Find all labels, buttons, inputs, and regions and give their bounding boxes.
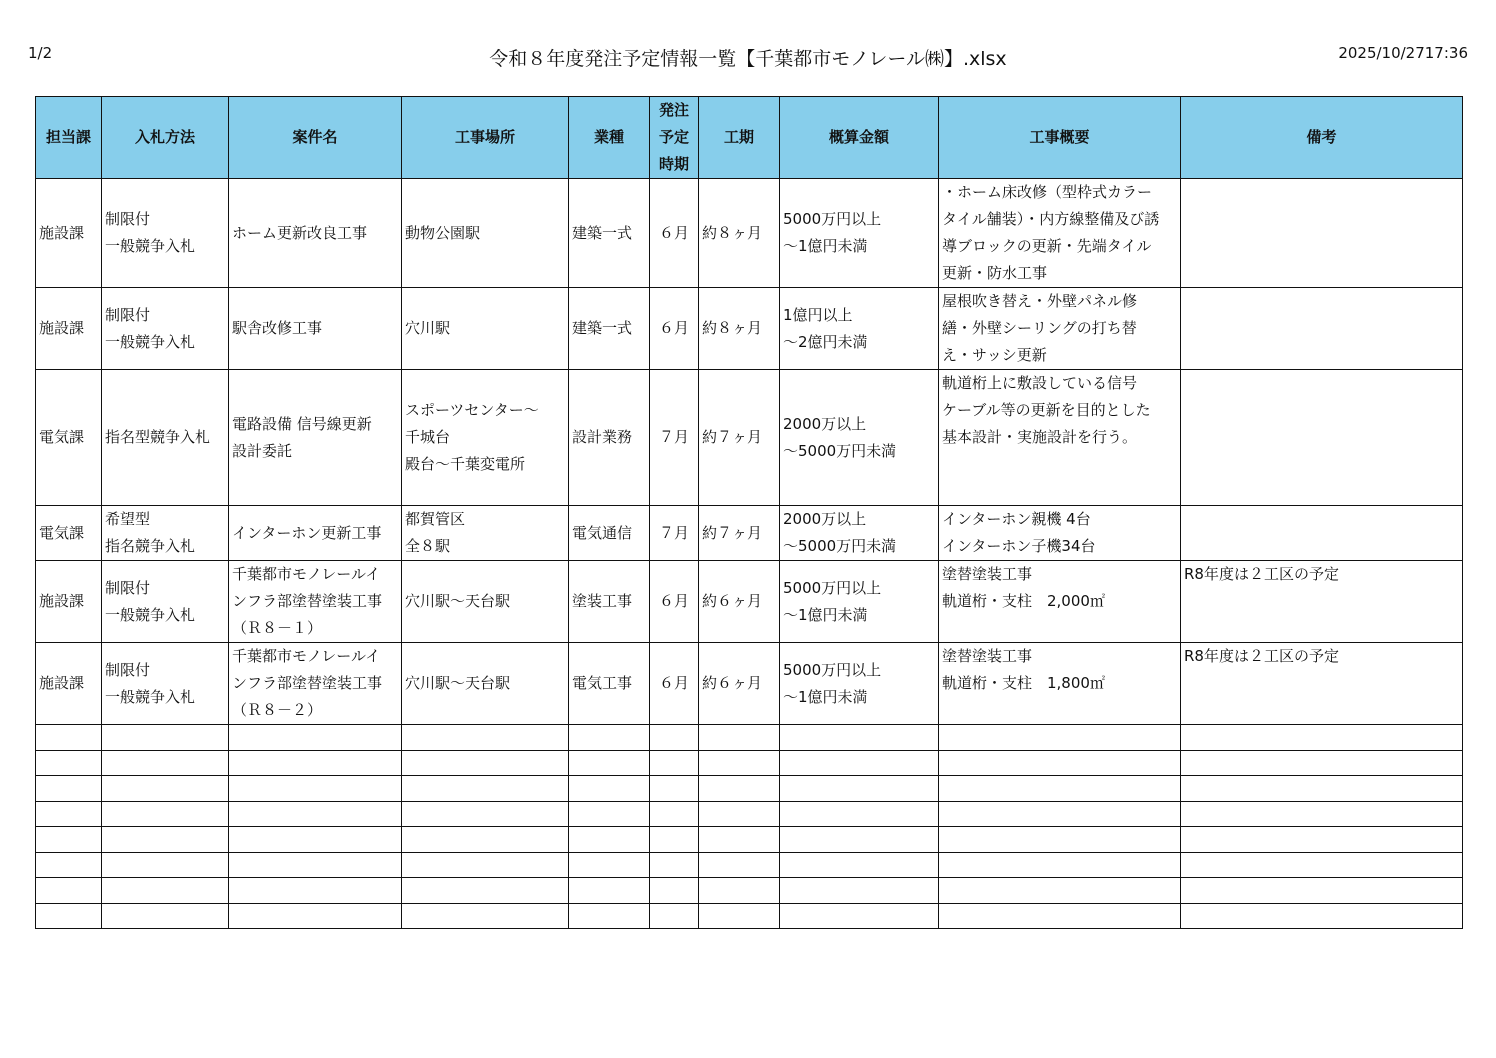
table-row — [36, 179, 1463, 288]
table-row — [36, 561, 1463, 643]
cell-name: インターホン更新工事 — [229, 506, 402, 561]
cell-type: 設計業務 — [569, 370, 650, 506]
empty-cell — [569, 776, 650, 802]
cell-type: 電気通信 — [569, 506, 650, 561]
cell-period: 約８ヶ月 — [699, 288, 780, 370]
cell-type: 建築一式 — [569, 288, 650, 370]
cell-name: 千葉都市モノレールイ ンフラ部塗替塗装工事 （Ｒ８－２） — [229, 643, 402, 725]
empty-cell — [102, 725, 229, 751]
col-header-amount: 概算金額 — [780, 97, 939, 179]
cell-timing: ６月 — [650, 643, 699, 725]
cell-method: 制限付 一般競争入札 — [102, 288, 229, 370]
empty-cell — [36, 852, 102, 878]
empty-row — [36, 725, 1463, 751]
empty-cell — [1181, 878, 1463, 904]
cell-method: 指名型競争入札 — [102, 370, 229, 506]
col-header-timing: 発注 予定 時期 — [650, 97, 699, 179]
empty-cell — [36, 801, 102, 827]
empty-cell — [939, 776, 1181, 802]
empty-row — [36, 827, 1463, 853]
empty-cell — [229, 750, 402, 776]
empty-cell — [650, 801, 699, 827]
col-header-type: 業種 — [569, 97, 650, 179]
empty-cell — [780, 827, 939, 853]
cell-summary: インターホン親機 4台 インターホン子機34台 — [939, 506, 1181, 561]
empty-cell — [699, 878, 780, 904]
cell-type: 電気工事 — [569, 643, 650, 725]
cell-note — [1181, 506, 1463, 561]
cell-note: R8年度は２工区の予定 — [1181, 643, 1463, 725]
cell-method: 制限付 一般競争入札 — [102, 179, 229, 288]
empty-cell — [229, 801, 402, 827]
empty-cell — [402, 827, 569, 853]
empty-cell — [229, 878, 402, 904]
empty-cell — [402, 750, 569, 776]
col-header-period: 工期 — [699, 97, 780, 179]
cell-amount: 2000万以上 ～5000万円未満 — [780, 506, 939, 561]
empty-cell — [1181, 750, 1463, 776]
empty-cell — [229, 827, 402, 853]
empty-cell — [36, 903, 102, 929]
cell-dept: 施設課 — [36, 643, 102, 725]
empty-cell — [699, 903, 780, 929]
cell-amount: 2000万以上 ～5000万円未満 — [780, 370, 939, 506]
empty-cell — [699, 852, 780, 878]
table-row — [36, 643, 1463, 725]
empty-cell — [229, 852, 402, 878]
page-number: 1/2 — [28, 44, 53, 62]
empty-cell — [102, 878, 229, 904]
empty-cell — [1181, 725, 1463, 751]
cell-dept: 施設課 — [36, 561, 102, 643]
empty-cell — [650, 852, 699, 878]
empty-cell — [650, 776, 699, 802]
order-plan-table — [35, 96, 1463, 929]
cell-place: 穴川駅～天台駅 — [402, 643, 569, 725]
cell-note — [1181, 179, 1463, 288]
empty-cell — [699, 725, 780, 751]
cell-summary: 塗替塗装工事 軌道桁・支柱 2,000㎡ — [939, 561, 1181, 643]
cell-name: 千葉都市モノレールイ ンフラ部塗替塗装工事 （Ｒ８－１） — [229, 561, 402, 643]
document-title: 令和８年度発注予定情報一覧【千葉都市モノレール㈱】.xlsx — [489, 48, 1007, 70]
empty-cell — [699, 827, 780, 853]
cell-place: 穴川駅 — [402, 288, 569, 370]
col-header-method: 入札方法 — [102, 97, 229, 179]
empty-cell — [1181, 776, 1463, 802]
empty-cell — [780, 776, 939, 802]
empty-row — [36, 801, 1463, 827]
cell-place: 都賀管区 全８駅 — [402, 506, 569, 561]
empty-cell — [36, 827, 102, 853]
table-row — [36, 288, 1463, 370]
cell-name: 駅舎改修工事 — [229, 288, 402, 370]
col-header-note: 備考 — [1181, 97, 1463, 179]
empty-cell — [36, 725, 102, 751]
col-header-summary: 工事概要 — [939, 97, 1181, 179]
cell-dept: 電気課 — [36, 370, 102, 506]
empty-rows — [36, 725, 1463, 929]
empty-cell — [699, 801, 780, 827]
empty-cell — [699, 750, 780, 776]
empty-row — [36, 903, 1463, 929]
empty-cell — [569, 801, 650, 827]
empty-cell — [780, 725, 939, 751]
empty-cell — [569, 750, 650, 776]
empty-row — [36, 750, 1463, 776]
empty-cell — [780, 750, 939, 776]
cell-summary: 軌道桁上に敷設している信号 ケーブル等の更新を目的とした 基本設計・実施設計を行う。 — [939, 370, 1181, 506]
empty-cell — [1181, 852, 1463, 878]
cell-method: 制限付 一般競争入札 — [102, 643, 229, 725]
empty-cell — [780, 801, 939, 827]
cell-dept: 施設課 — [36, 288, 102, 370]
cell-dept: 施設課 — [36, 179, 102, 288]
empty-cell — [229, 725, 402, 751]
table-row — [36, 506, 1463, 561]
empty-cell — [1181, 827, 1463, 853]
cell-timing: ６月 — [650, 179, 699, 288]
empty-cell — [569, 878, 650, 904]
empty-cell — [102, 903, 229, 929]
empty-cell — [102, 801, 229, 827]
cell-timing: ６月 — [650, 288, 699, 370]
empty-cell — [780, 852, 939, 878]
cell-name: 電路設備 信号線更新 設計委託 — [229, 370, 402, 506]
empty-cell — [569, 903, 650, 929]
empty-cell — [780, 903, 939, 929]
empty-cell — [402, 801, 569, 827]
empty-cell — [569, 852, 650, 878]
empty-row — [36, 852, 1463, 878]
cell-place: スポーツセンター～ 千城台 殿台～千葉変電所 — [402, 370, 569, 506]
empty-cell — [102, 827, 229, 853]
empty-cell — [402, 776, 569, 802]
empty-cell — [650, 827, 699, 853]
empty-cell — [650, 750, 699, 776]
empty-cell — [36, 776, 102, 802]
empty-cell — [1181, 801, 1463, 827]
cell-timing: ７月 — [650, 506, 699, 561]
cell-summary: ・ホーム床改修（型枠式カラー タイル舗装）・内方線整備及び誘 導ブロックの更新・先端タイル 更新・防水工事 — [939, 179, 1181, 288]
col-header-place: 工事場所 — [402, 97, 569, 179]
cell-dept: 電気課 — [36, 506, 102, 561]
empty-cell — [402, 725, 569, 751]
cell-timing: ７月 — [650, 370, 699, 506]
cell-period: 約６ヶ月 — [699, 561, 780, 643]
cell-summary: 塗替塗装工事 軌道桁・支柱 1,800㎡ — [939, 643, 1181, 725]
cell-amount: 1億円以上 ～2億円未満 — [780, 288, 939, 370]
header-row — [36, 97, 1463, 179]
empty-cell — [939, 801, 1181, 827]
empty-cell — [402, 852, 569, 878]
print-timestamp: 2025/10/2717:36 — [1338, 44, 1468, 62]
empty-cell — [102, 750, 229, 776]
empty-cell — [939, 903, 1181, 929]
cell-period: 約７ヶ月 — [699, 506, 780, 561]
empty-cell — [402, 903, 569, 929]
cell-place: 穴川駅～天台駅 — [402, 561, 569, 643]
cell-amount: 5000万円以上 ～1億円未満 — [780, 179, 939, 288]
empty-cell — [650, 878, 699, 904]
col-header-dept: 担当課 — [36, 97, 102, 179]
cell-note — [1181, 288, 1463, 370]
cell-method: 希望型 指名競争入札 — [102, 506, 229, 561]
empty-cell — [36, 750, 102, 776]
cell-timing: ６月 — [650, 561, 699, 643]
empty-cell — [1181, 903, 1463, 929]
cell-type: 建築一式 — [569, 179, 650, 288]
cell-period: 約６ヶ月 — [699, 643, 780, 725]
cell-amount: 5000万円以上 ～1億円未満 — [780, 561, 939, 643]
empty-cell — [402, 878, 569, 904]
empty-cell — [650, 903, 699, 929]
empty-cell — [939, 725, 1181, 751]
empty-cell — [650, 725, 699, 751]
cell-note — [1181, 370, 1463, 506]
table-row — [36, 370, 1463, 506]
empty-row — [36, 878, 1463, 904]
empty-cell — [229, 903, 402, 929]
cell-summary: 屋根吹き替え・外壁パネル修 繕・外壁シーリングの打ち替 え・サッシ更新 — [939, 288, 1181, 370]
empty-cell — [939, 750, 1181, 776]
empty-cell — [102, 852, 229, 878]
cell-method: 制限付 一般競争入札 — [102, 561, 229, 643]
cell-note: R8年度は２工区の予定 — [1181, 561, 1463, 643]
cell-period: 約８ヶ月 — [699, 179, 780, 288]
empty-cell — [569, 725, 650, 751]
empty-cell — [569, 827, 650, 853]
col-header-name: 案件名 — [229, 97, 402, 179]
empty-cell — [102, 776, 229, 802]
empty-cell — [939, 827, 1181, 853]
cell-name: ホーム更新改良工事 — [229, 179, 402, 288]
empty-cell — [36, 878, 102, 904]
empty-cell — [939, 878, 1181, 904]
empty-row — [36, 776, 1463, 802]
empty-cell — [699, 776, 780, 802]
cell-type: 塗装工事 — [569, 561, 650, 643]
cell-place: 動物公園駅 — [402, 179, 569, 288]
cell-period: 約７ヶ月 — [699, 370, 780, 506]
cell-amount: 5000万円以上 ～1億円未満 — [780, 643, 939, 725]
empty-cell — [939, 852, 1181, 878]
empty-cell — [229, 776, 402, 802]
empty-cell — [780, 878, 939, 904]
